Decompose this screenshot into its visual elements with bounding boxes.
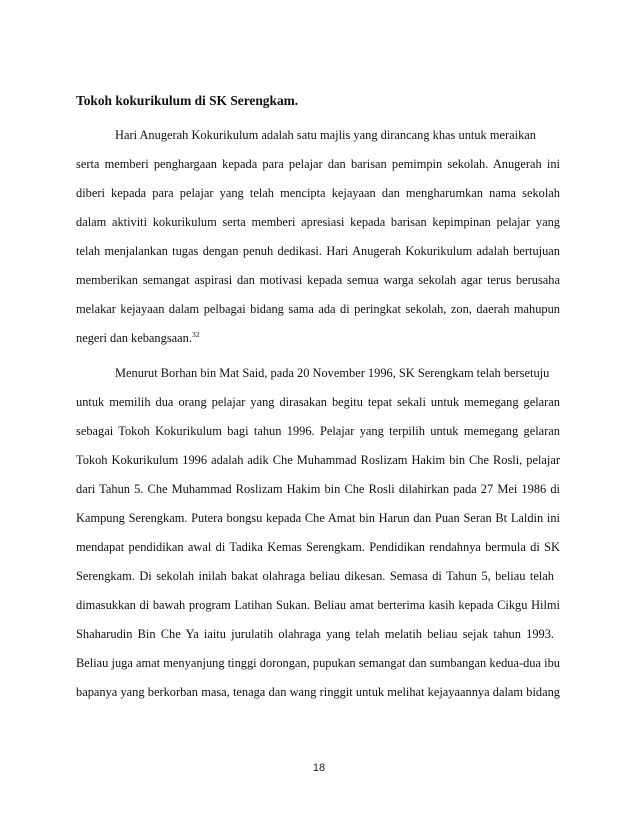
section-heading: Tokoh kokurikulum di SK Serengkam.: [76, 93, 299, 108]
paragraph1-last-text: negeri dan kebangsaan.: [76, 331, 192, 345]
paragraph2-line-4: Tokoh Kokurikulum 1996 adalah adik Che Muhammad Roslizam Hakim bin Che Rosli, pelajar: [76, 453, 560, 467]
paragraph2-line-5: dari Tahun 5. Che Muhammad Roslizam Hakim bin Che Rosli dilahirkan pada 27 Mei 1986 di: [76, 482, 560, 496]
paragraph2-line-9: dimasukkan di bawah program Latihan Sukan. Beliau amat berterima kasih kepada Cikgu Hilmi: [76, 598, 560, 612]
paragraph1-line-2: serta memberi penghargaan kepada para pelajar dan barisan pemimpin sekolah. Anugerah ini: [76, 157, 560, 171]
paragraph1-line-3: diberi kepada para pelajar yang telah mencipta kejayaan dan mengharumkan nama sekolah: [76, 186, 560, 200]
paragraph2-line-3: sebagai Tokoh Kokurikulum bagi tahun 1996. Pelajar yang terpilih untuk memegang gelaran: [76, 424, 560, 438]
paragraph2-line-10: Shaharudin Bin Che Ya iaitu jurulatih olahraga yang telah melatih beliau sejak tahun 1993.: [76, 627, 554, 641]
paragraph2-line-7: mendapat pendidikan awal di Tadika Kemas Serengkam. Pendidikan rendahnya bermula di SK: [76, 540, 560, 554]
paragraph2-line-1: Menurut Borhan bin Mat Said, pada 20 November 1996, SK Serengkam telah bersetuju: [115, 366, 550, 380]
paragraph1-line-6: memberikan semangat aspirasi dan motivasi kepada semua warga sekolah agar terus berusaha: [76, 273, 560, 287]
page-number: 18: [312, 762, 326, 774]
paragraph1-line-7: melakar kejayaan dalam pelbagai bidang sama ada di peringkat sekolah, zon, daerah mahupun: [76, 302, 560, 316]
paragraph2-line-11: Beliau juga amat menyanjung tinggi dorongan, pupukan semangat dan sumbangan kedua-dua ibu: [76, 656, 560, 670]
paragraph2-line-8: Serengkam. Di sekolah inilah bakat olahraga beliau dikesan. Semasa di Tahun 5, beliau telah: [76, 569, 554, 583]
footnote-reference: 32: [191, 330, 200, 339]
paragraph2-line-12: bapanya yang berkorban masa, tenaga dan wang ringgit untuk melihat kejayaannya dalam bidang: [76, 685, 560, 699]
paragraph2-line-2: untuk memilih dua orang pelajar yang dirasakan begitu tepat sekali untuk memegang gelaran: [76, 395, 560, 409]
paragraph1-line-5: telah menjalankan tugas dengan penuh dedikasi. Hari Anugerah Kokurikulum adalah bertujuan: [76, 244, 560, 258]
paragraph2-line-6: Kampung Serengkam. Putera bongsu kepada Che Amat bin Harun dan Puan Seran Bt Laldin ini: [76, 511, 560, 525]
paragraph1-line-8: [76, 330, 199, 346]
paragraph1-line-1: Hari Anugerah Kokurikulum adalah satu majlis yang dirancang khas untuk meraikan: [115, 128, 536, 142]
paragraph1-line-4: dalam aktiviti kokurikulum serta memberi apresiasi kepada barisan kepimpinan pelajar yang: [76, 215, 560, 229]
